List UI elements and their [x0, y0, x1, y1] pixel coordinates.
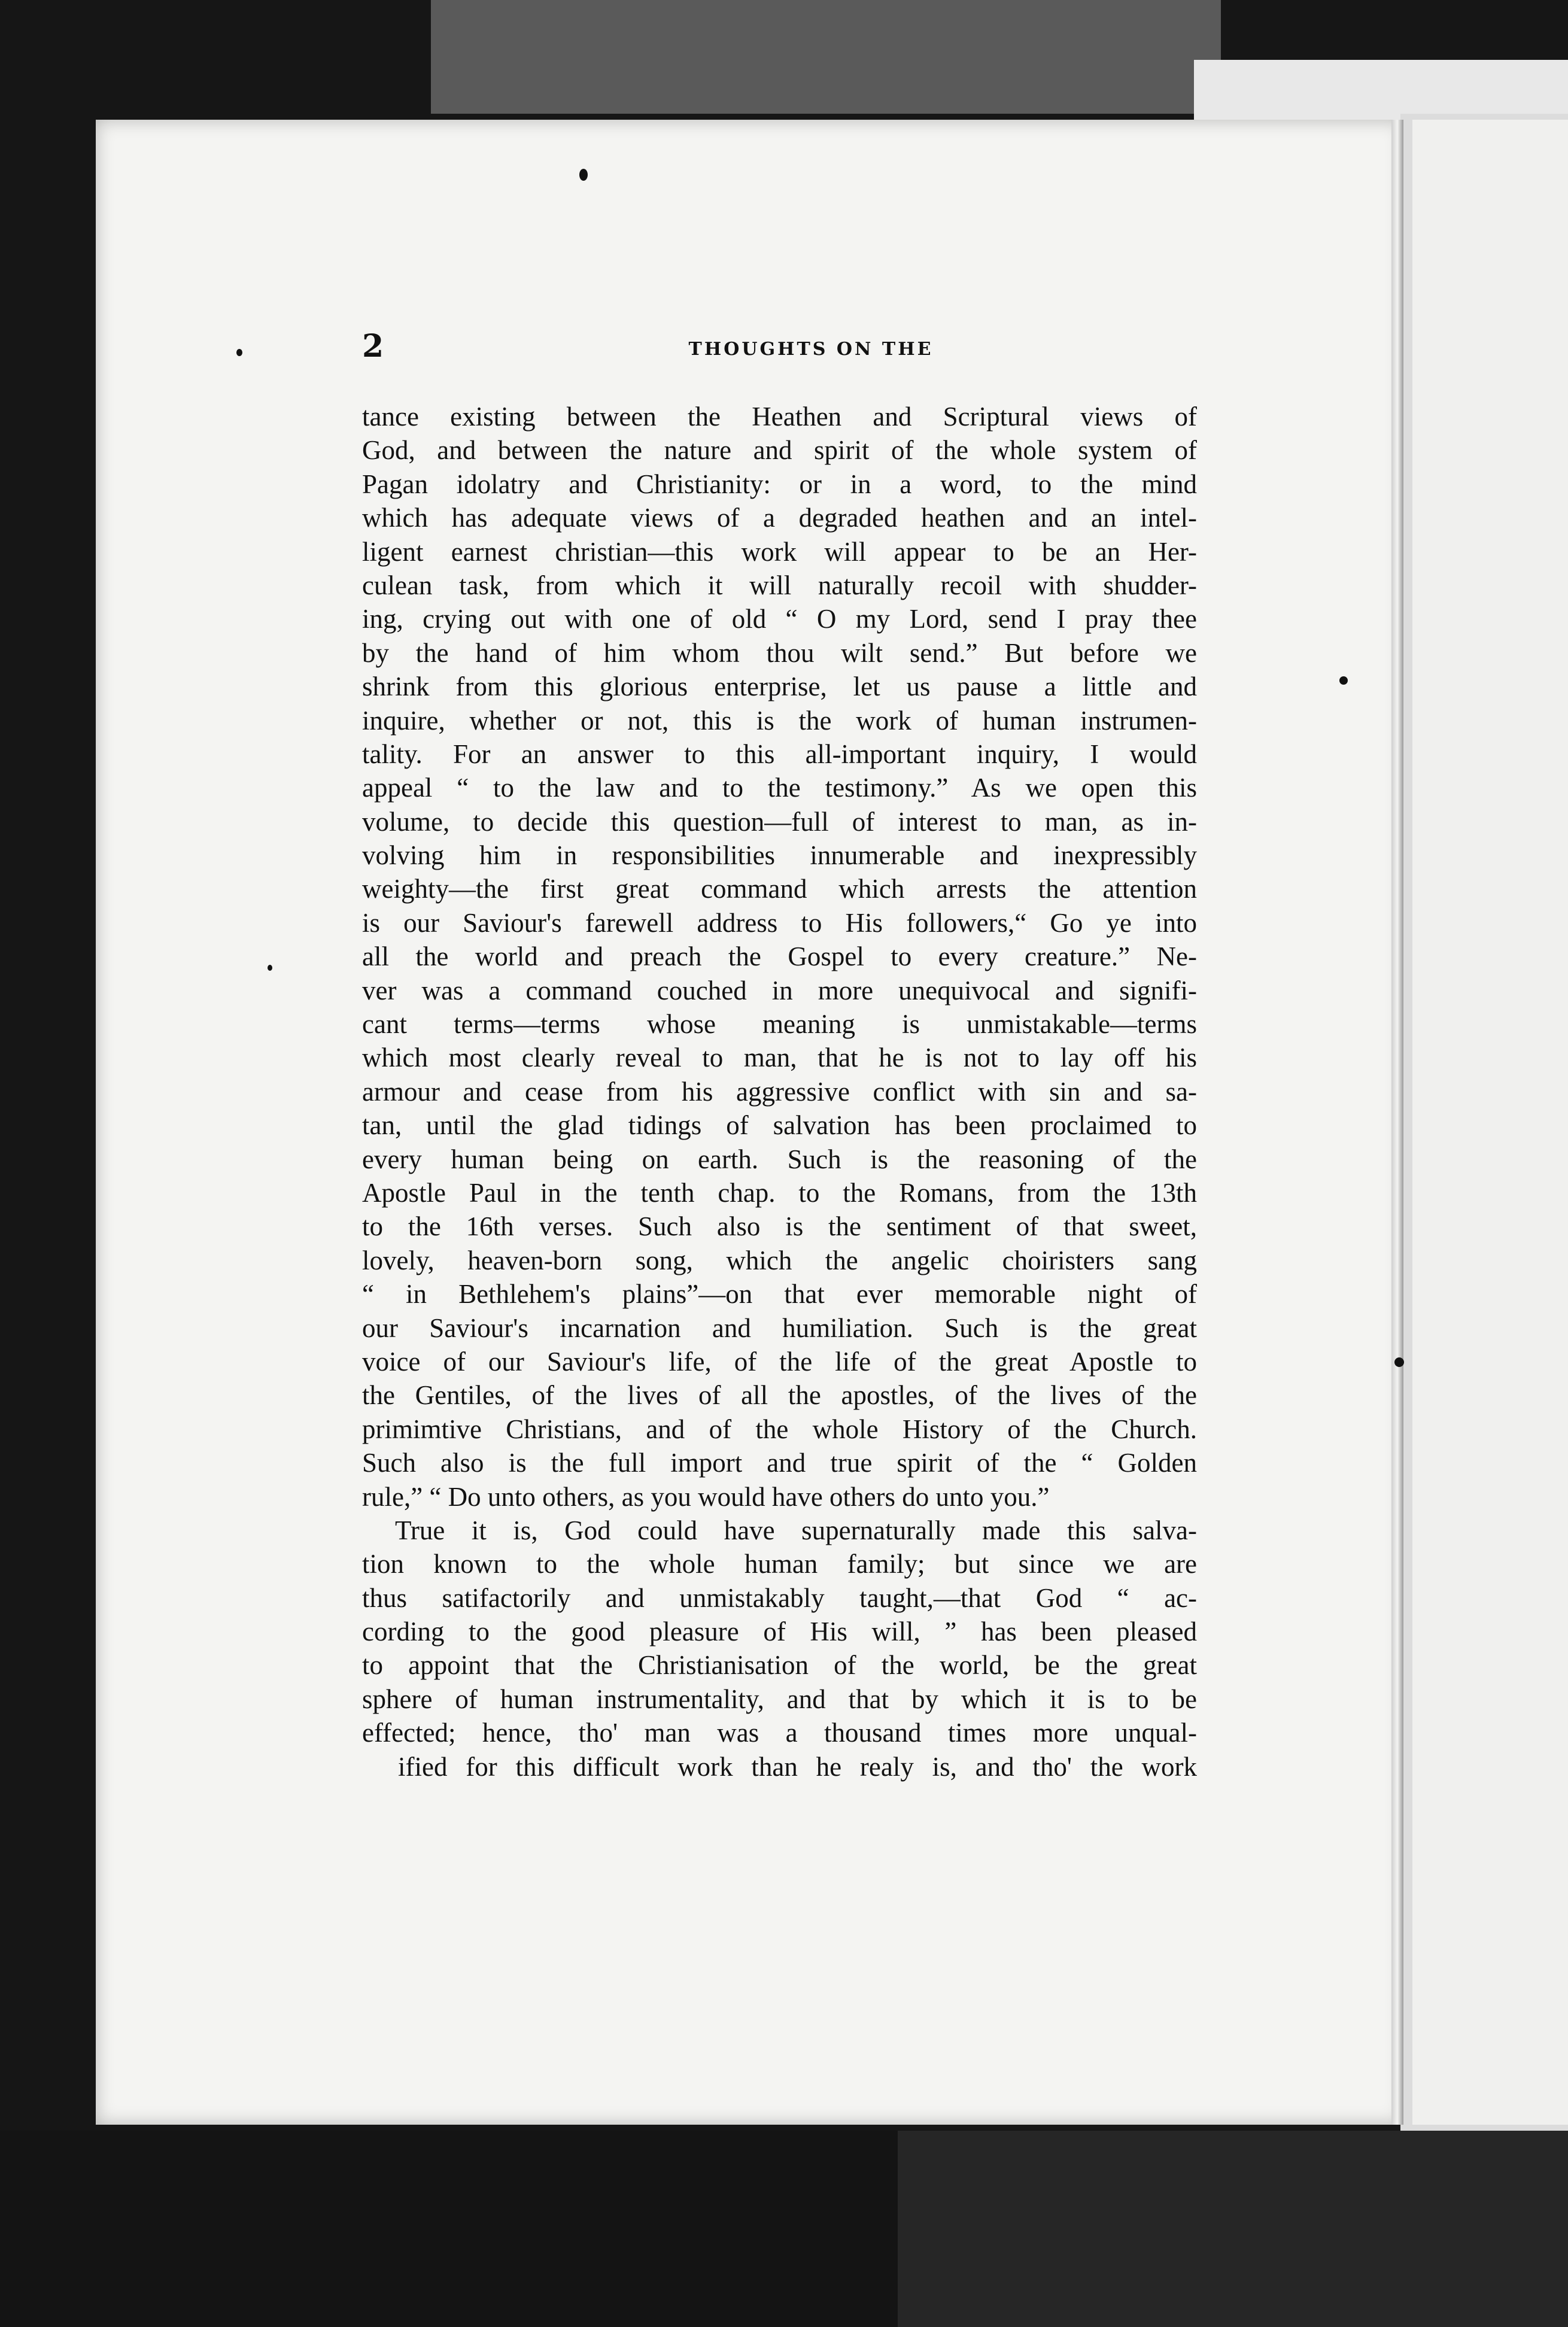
text-line: tion known to the whole human family; but since we are — [362, 1549, 1197, 1579]
text-line: volume, to decide this question—full of interest to man, as in- — [362, 806, 1197, 837]
text-line: cant terms—terms whose meaning is unmistakable—terms — [362, 1009, 1197, 1040]
scan-background-top — [431, 0, 1221, 114]
text-line: ified for this difficult work than he realy is, and tho' the work — [398, 1751, 1197, 1782]
text-line: primimtive Christians, and of the whole History of the Church. — [362, 1414, 1197, 1444]
text-line: rule,” “ Do unto others, as you would have others do unto you.” — [362, 1481, 1050, 1512]
text-line: ing, crying out with one of old “ O my Lord, send I pray thee — [362, 604, 1197, 634]
speck — [579, 169, 588, 181]
text-line: “ in Bethlehem's plains”—on that ever memorable night of — [362, 1279, 1197, 1310]
text-line: Such also is the full import and true spirit of the “ Golden — [362, 1448, 1197, 1478]
text-line: appeal “ to the law and to the testimony.” As we open this — [362, 773, 1197, 803]
text-line: by the hand of him whom thou wilt send.” But before we — [362, 637, 1197, 668]
text-line: all the world and preach the Gospel to every creature.” Ne- — [362, 941, 1197, 972]
text-line: True it is, God could have supernaturally made this salva- — [395, 1515, 1197, 1545]
text-line: effected; hence, tho' man was a thousand times more unqual- — [362, 1718, 1197, 1748]
text-line: ver was a command couched in more unequivocal and signifi- — [362, 975, 1197, 1005]
text-line: which most clearly reveal to man, that he is not to lay off his — [362, 1043, 1197, 1073]
text-line: weighty—the first great command which arrests the attention — [362, 874, 1197, 904]
paragraph — [362, 1514, 1197, 1784]
text-line: which has adequate views of a degraded heathen and an intel- — [362, 503, 1197, 533]
text-line: ligent earnest christian—this work will appear to be an Her- — [362, 536, 1197, 567]
speck — [268, 965, 272, 971]
text-line: armour and cease from his aggressive conflict with sin and sa- — [362, 1076, 1197, 1107]
text-line: Apostle Paul in the tenth chap. to the Romans, from the 13th — [362, 1177, 1197, 1208]
text-line: sphere of human instrumentality, and that by which it is to be — [362, 1684, 1197, 1714]
text-line: every human being on earth. Such is the reasoning of the — [362, 1144, 1197, 1174]
text-line: shrink from this glorious enterprise, let us pause a little and — [362, 672, 1197, 702]
text-line: our Saviour's incarnation and humiliation. Such is the great — [362, 1313, 1197, 1343]
speck — [1339, 676, 1348, 685]
facing-page-edge — [1412, 120, 1568, 2125]
speck — [236, 349, 242, 356]
text-line: Pagan idolatry and Christianity: or in a word, to the mind — [362, 469, 1197, 499]
text-line: cording to the good pleasure of His will, ” has been pleased — [362, 1617, 1197, 1647]
text-line: volving him in responsibilities innumerable and inexpressibly — [362, 840, 1197, 871]
text-line: the Gentiles, of the lives of all the apostles, of the lives of the — [362, 1380, 1197, 1411]
text-line: God, and between the nature and spirit of the whole system of — [362, 435, 1197, 466]
text-line: inquire, whether or not, this is the work of human instrumen- — [362, 705, 1197, 736]
text-line: tan, until the glad tidings of salvation has been proclaimed to — [362, 1110, 1197, 1141]
text-line: thus satifactorily and unmistakably taught,—that God “ ac- — [362, 1582, 1197, 1613]
text-line: to the 16th verses. Such also is the sentiment of that sweet, — [362, 1211, 1197, 1242]
page-gutter — [1391, 120, 1403, 2125]
page-header — [362, 328, 1200, 370]
text-line: tance existing between the Heathen and Scriptural views of — [362, 402, 1197, 432]
text-line: lovely, heaven-born song, which the angelic choiristers sang — [362, 1245, 1197, 1275]
speck — [1394, 1357, 1404, 1367]
text-line: voice of our Saviour's life, of the life of the great Apostle to — [362, 1346, 1197, 1377]
paragraph — [362, 400, 1197, 1514]
scan-background-bottom-right — [898, 2131, 1568, 2327]
text-line: to appoint that the Christianisation of the world, be the great — [362, 1650, 1197, 1681]
body-text — [362, 400, 1197, 1784]
text-line: tality. For an answer to this all-important inquiry, I would — [362, 739, 1197, 769]
text-line: culean task, from which it will naturally recoil with shudder- — [362, 570, 1197, 600]
text-line: is our Saviour's farewell address to His followers,“ Go ye into — [362, 907, 1197, 938]
page-number: 2 — [362, 328, 384, 364]
running-head: THOUGHTS ON THE — [688, 339, 934, 360]
